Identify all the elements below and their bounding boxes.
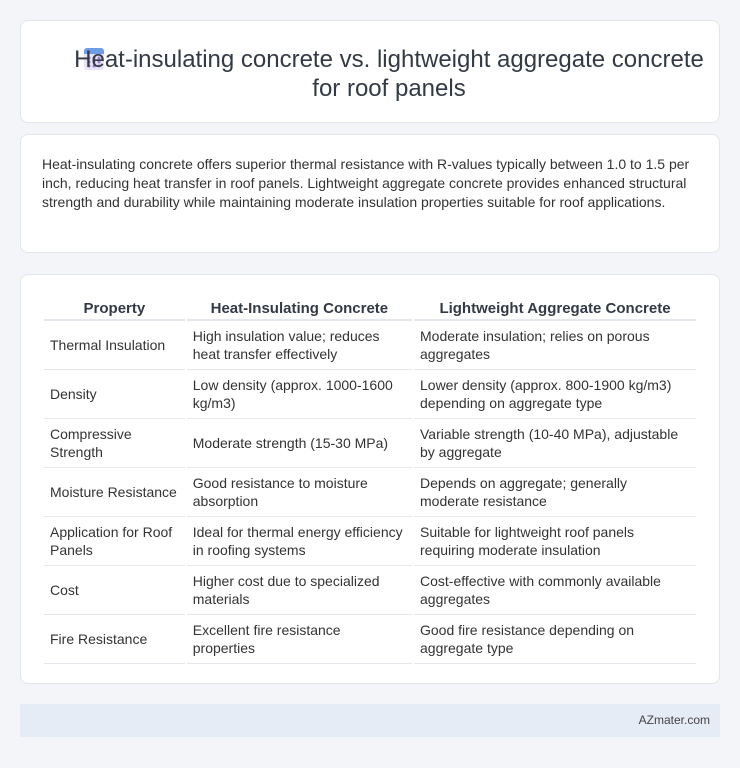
property-cell: Density — [44, 370, 185, 419]
heat-insulating-cell: Ideal for thermal energy efficiency in roofing systems — [187, 517, 412, 566]
title-wrap — [21, 45, 719, 103]
comparison-table — [42, 297, 698, 664]
heat-insulating-cell: Excellent fire resistance properties — [187, 615, 412, 664]
heat-insulating-cell: Low density (approx. 1000-1600 kg/m3) — [187, 370, 412, 419]
footer-bar — [20, 704, 720, 737]
summary-card — [20, 134, 720, 253]
header-property: Property — [44, 297, 185, 321]
summary-text: Heat-insulating concrete offers superior thermal resistance with R-values typically between 1.0 to 1.5 per inch, reducing heat transfer in roof panels. Lightweight aggregate concrete provides enhanced structural strength and durability while maintaining moderate insulation properties suitable for roof applications. — [42, 156, 690, 210]
property-cell: Compressive Strength — [44, 419, 185, 468]
heat-insulating-cell: Moderate strength (15-30 MPa) — [187, 419, 412, 468]
table-row — [44, 419, 696, 468]
table-header-row — [44, 297, 696, 321]
table-row — [44, 615, 696, 664]
table-row — [44, 517, 696, 566]
header-heat-insulating: Heat-Insulating Concrete — [187, 297, 412, 321]
property-cell: Fire Resistance — [44, 615, 185, 664]
lightweight-aggregate-cell: Moderate insulation; relies on porous aggregates — [414, 321, 696, 370]
heat-insulating-cell: Higher cost due to specialized materials — [187, 566, 412, 615]
property-cell: Thermal Insulation — [44, 321, 185, 370]
lightweight-aggregate-cell: Cost-effective with commonly available aggregates — [414, 566, 696, 615]
page-title: Heat-insulating concrete vs. lightweight aggregate concrete for roof panels — [74, 46, 704, 102]
table-row — [44, 468, 696, 517]
lightweight-aggregate-cell: Variable strength (10-40 MPa), adjustable by aggregate — [414, 419, 696, 468]
table-row — [44, 370, 696, 419]
heat-insulating-cell: Good resistance to moisture absorption — [187, 468, 412, 517]
footer-brand[interactable]: AZmater.com — [638, 713, 710, 727]
lightweight-aggregate-cell: Suitable for lightweight roof panels requiring moderate insulation — [414, 517, 696, 566]
property-cell: Cost — [44, 566, 185, 615]
property-cell: Application for Roof Panels — [44, 517, 185, 566]
header-lightweight-aggregate: Lightweight Aggregate Concrete — [414, 297, 696, 321]
comparison-table-card — [20, 274, 720, 684]
lightweight-aggregate-cell: Good fire resistance depending on aggregate type — [414, 615, 696, 664]
table-row — [44, 566, 696, 615]
table-row — [44, 321, 696, 370]
property-cell: Moisture Resistance — [44, 468, 185, 517]
title-card — [20, 20, 720, 123]
lightweight-aggregate-cell: Lower density (approx. 800-1900 kg/m3) depending on aggregate type — [414, 370, 696, 419]
lightweight-aggregate-cell: Depends on aggregate; generally moderate resistance — [414, 468, 696, 517]
heat-insulating-cell: High insulation value; reduces heat transfer effectively — [187, 321, 412, 370]
